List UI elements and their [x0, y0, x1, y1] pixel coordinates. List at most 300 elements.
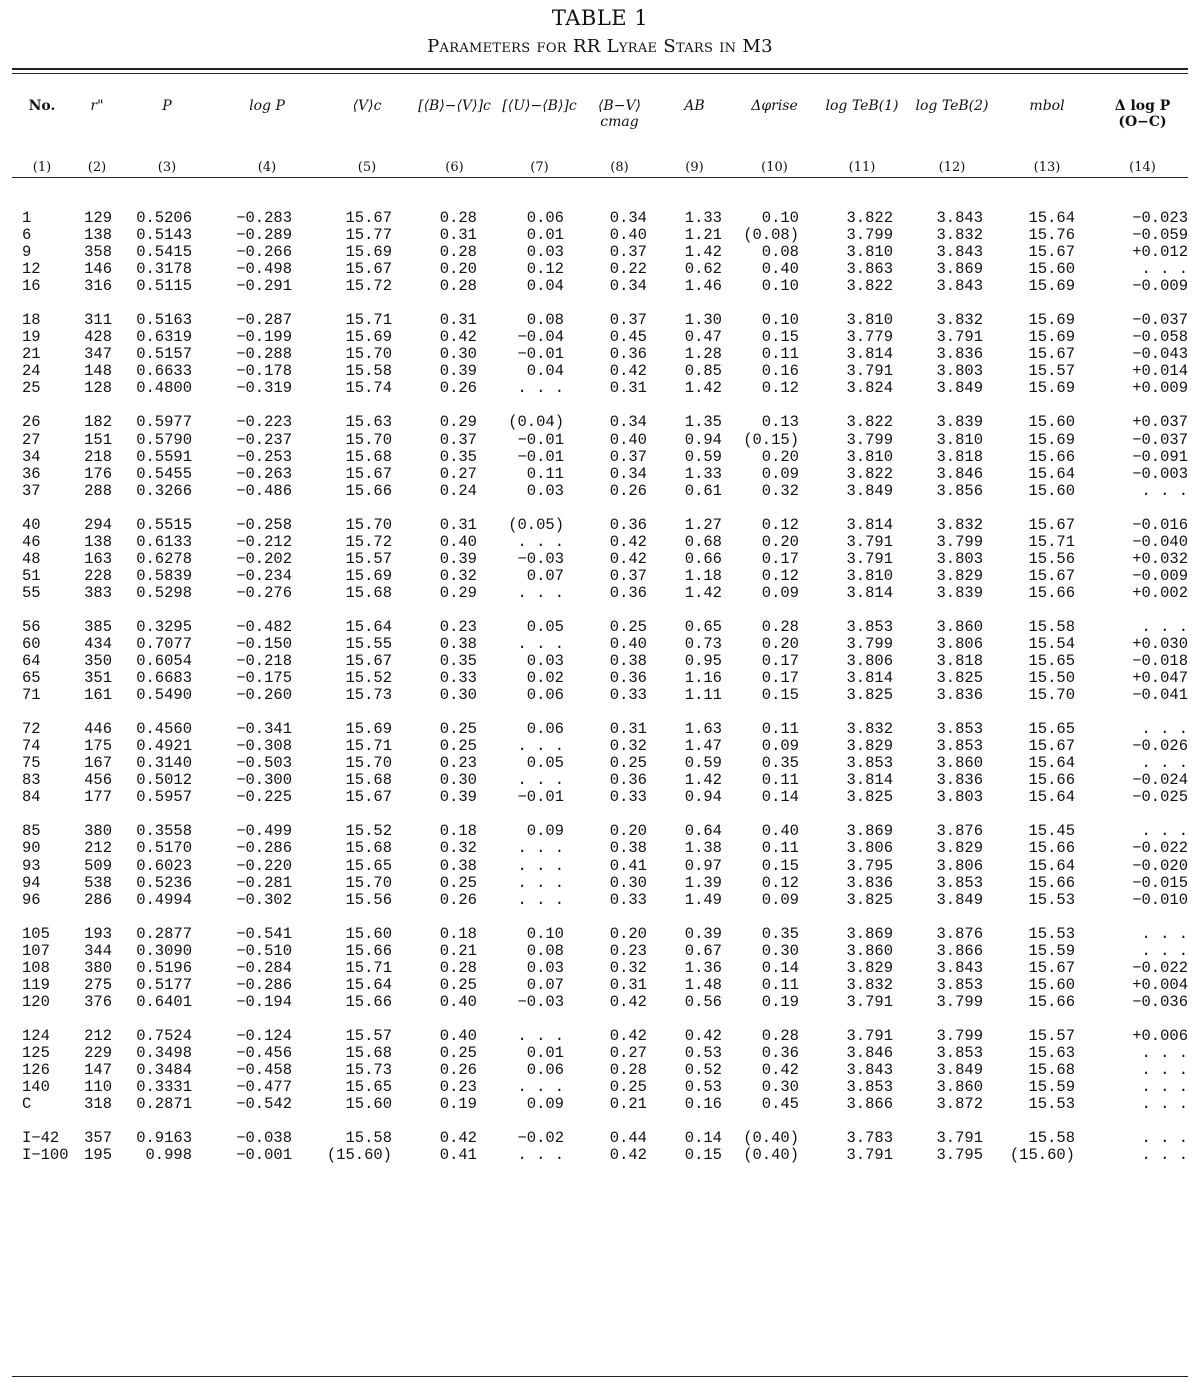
- table-cell: −0.482: [236, 617, 292, 636]
- table-cell: 0.15: [684, 1146, 722, 1165]
- table-cell: 15.57: [1028, 362, 1075, 381]
- table-cell: 15.71: [345, 311, 392, 330]
- table-row: [12, 755, 1188, 772]
- table-cell: −0.058: [1132, 328, 1188, 347]
- table-header: [12, 90, 1188, 184]
- column-header: log TeB(1): [825, 98, 899, 114]
- table-cell: 1.18: [684, 566, 722, 585]
- table-cell: −0.287: [236, 311, 292, 330]
- table-cell: −0.237: [236, 430, 292, 449]
- table-cell: 15.68: [345, 839, 392, 858]
- table-cell: 15.69: [345, 328, 392, 347]
- table-cell: 15.65: [1028, 720, 1075, 739]
- table-cell: 3.832: [936, 515, 983, 534]
- table-cell: 0.40: [609, 226, 647, 245]
- table-cell: 0.37: [439, 430, 477, 449]
- table-cell: 0.34: [609, 413, 647, 432]
- table-cell: 0.4560: [136, 720, 192, 739]
- table-cell: 15.70: [345, 345, 392, 364]
- table-cell: 1.63: [684, 720, 722, 739]
- table-cell: 0.12: [761, 379, 799, 398]
- column-number: (5): [357, 160, 377, 175]
- table-row: [12, 806, 1188, 840]
- table-cell: 3.825: [846, 686, 893, 705]
- table-cell: 15.55: [345, 634, 392, 653]
- table-cell: 0.33: [609, 686, 647, 705]
- table-cell: 3.818: [936, 652, 983, 671]
- table-cell: . . .: [517, 839, 564, 858]
- table-cell: 15.68: [345, 447, 392, 466]
- table-cell: 0.38: [609, 839, 647, 858]
- table-cell: 0.20: [609, 822, 647, 841]
- table-cell: 0.18: [439, 924, 477, 943]
- table-cell: 3.799: [936, 1026, 983, 1045]
- table-cell: 0.03: [526, 243, 564, 262]
- table-cell: 15.60: [1028, 413, 1075, 432]
- column-number: (14): [1129, 160, 1156, 175]
- table-cell: 3.836: [936, 345, 983, 364]
- table-cell: 107: [22, 941, 50, 960]
- table-row: [12, 670, 1188, 687]
- table-cell: 75: [22, 754, 41, 773]
- table-cell: 64: [22, 652, 41, 671]
- table-cell: 316: [84, 277, 112, 296]
- column-header: Δφrise: [751, 98, 798, 114]
- table-cell: 0.36: [609, 345, 647, 364]
- table-cell: 3.803: [936, 788, 983, 807]
- table-cell: 0.10: [761, 277, 799, 296]
- table-cell: +0.037: [1132, 413, 1188, 432]
- table-row: [12, 483, 1188, 500]
- table-cell: 3.853: [846, 754, 893, 773]
- table-cell: 1.42: [684, 771, 722, 790]
- table-row: [12, 909, 1188, 943]
- column-header: No.: [28, 98, 56, 114]
- table-cell: 0.5143: [136, 226, 192, 245]
- table-cell: 3.806: [846, 839, 893, 858]
- table-cell: 0.73: [684, 634, 722, 653]
- table-cell: 509: [84, 856, 112, 875]
- table-cell: 0.17: [761, 669, 799, 688]
- table-cell: 3.839: [936, 413, 983, 432]
- column-number: (3): [157, 160, 177, 175]
- table-cell: 0.34: [609, 464, 647, 483]
- table-cell: 0.08: [761, 243, 799, 262]
- table-cell: −0.016: [1132, 515, 1188, 534]
- table-cell: 275: [84, 975, 112, 994]
- column-header: P: [162, 98, 172, 114]
- table-cell: 0.04: [526, 362, 564, 381]
- table-cell: . . .: [517, 532, 564, 551]
- table-cell: 3.806: [936, 856, 983, 875]
- table-cell: 0.35: [761, 754, 799, 773]
- table-cell: −0.266: [236, 243, 292, 262]
- table-cell: 93: [22, 856, 41, 875]
- table-cell: 46: [22, 532, 41, 551]
- table-cell: 0.19: [761, 992, 799, 1011]
- table-cell: 96: [22, 890, 41, 909]
- table-cell: 0.26: [439, 379, 477, 398]
- table-cell: −0.01: [517, 345, 564, 364]
- table-cell: 15.77: [345, 226, 392, 245]
- table-cell: 3.779: [846, 328, 893, 347]
- table-row: [12, 568, 1188, 585]
- table-cell: −0.03: [517, 549, 564, 568]
- table-cell: . . .: [517, 1026, 564, 1045]
- table-cell: 3.853: [936, 737, 983, 756]
- table-cell: −0.218: [236, 652, 292, 671]
- table-cell: 3.843: [936, 277, 983, 296]
- table-cell: . . .: [1141, 1078, 1188, 1097]
- table-cell: 9: [22, 243, 32, 262]
- table-cell: 0.28: [609, 1060, 647, 1079]
- table-cell: 1.28: [684, 345, 722, 364]
- table-cell: −0.300: [236, 771, 292, 790]
- table-cell: 0.6278: [136, 549, 192, 568]
- table-cell: −0.458: [236, 1060, 292, 1079]
- table-cell: −0.319: [236, 379, 292, 398]
- table-cell: 1.42: [684, 583, 722, 602]
- table-cell: 0.32: [609, 737, 647, 756]
- table-cell: 3.843: [936, 958, 983, 977]
- table-cell: −0.212: [236, 532, 292, 551]
- table-cell: 1.47: [684, 737, 722, 756]
- table-cell: . . .: [517, 771, 564, 790]
- table-cell: −0.341: [236, 720, 292, 739]
- table-cell: . . .: [1141, 924, 1188, 943]
- table-cell: 15.66: [1028, 873, 1075, 892]
- table-cell: 0.30: [439, 686, 477, 705]
- table-cell: 3.869: [846, 822, 893, 841]
- table-cell: 15.52: [345, 822, 392, 841]
- table-cell: 1.48: [684, 975, 722, 994]
- table-cell: 15.58: [1028, 1129, 1075, 1148]
- data-table: [12, 210, 1188, 1164]
- table-cell: 15.71: [1028, 532, 1075, 551]
- table-cell: 0.3558: [136, 822, 192, 841]
- table-cell: 212: [84, 1026, 112, 1045]
- table-cell: 15.70: [345, 515, 392, 534]
- table-cell: 0.33: [609, 890, 647, 909]
- table-cell: 0.02: [526, 669, 564, 688]
- table-cell: 3.822: [846, 413, 893, 432]
- table-cell: 0.05: [526, 754, 564, 773]
- table-cell: 0.33: [609, 788, 647, 807]
- table-cell: 0.45: [609, 328, 647, 347]
- table-cell: 0.37: [609, 566, 647, 585]
- table-cell: 15.57: [345, 549, 392, 568]
- column-header: ⟨B−V⟩cmag: [597, 98, 642, 130]
- table-cell: 0.5170: [136, 839, 192, 858]
- table-row: [12, 1113, 1188, 1147]
- table-cell: 15.67: [1028, 737, 1075, 756]
- table-cell: 15.63: [1028, 1043, 1075, 1062]
- table-cell: 3.814: [846, 345, 893, 364]
- table-cell: . . .: [1141, 617, 1188, 636]
- table-cell: 0.15: [761, 328, 799, 347]
- table-cell: 15.68: [1028, 1060, 1075, 1079]
- table-cell: 0.47: [684, 328, 722, 347]
- table-cell: 0.28: [439, 209, 477, 227]
- table-cell: . . .: [1141, 1146, 1188, 1165]
- table-cell: 0.3498: [136, 1043, 192, 1062]
- table-cell: −0.020: [1132, 856, 1188, 875]
- table-cell: −0.220: [236, 856, 292, 875]
- table-cell: −0.025: [1132, 788, 1188, 807]
- table-cell: 3.839: [936, 583, 983, 602]
- table-cell: 0.42: [609, 549, 647, 568]
- table-cell: 3.791: [936, 1129, 983, 1148]
- table-cell: 0.5163: [136, 311, 192, 330]
- table-title: TABLE 1: [551, 6, 649, 30]
- table-cell: 0.03: [526, 481, 564, 500]
- table-cell: . . .: [1141, 1095, 1188, 1114]
- table-cell: 3.810: [846, 447, 893, 466]
- column-header: [⟨U⟩−⟨B⟩]c: [502, 98, 577, 114]
- table-cell: 3.866: [936, 941, 983, 960]
- table-cell: 15.67: [345, 652, 392, 671]
- table-cell: 15.71: [345, 737, 392, 756]
- table-cell: 0.3140: [136, 754, 192, 773]
- table-cell: 3.853: [936, 873, 983, 892]
- table-cell: −0.308: [236, 737, 292, 756]
- column-header: Δ log P (O−C): [1114, 98, 1171, 130]
- table-cell: 3.876: [936, 924, 983, 943]
- table-cell: 0.42: [684, 1026, 722, 1045]
- table-cell: −0.175: [236, 669, 292, 688]
- table-cell: 1.39: [684, 873, 722, 892]
- table-row: [12, 772, 1188, 789]
- table-cell: −0.199: [236, 328, 292, 347]
- table-cell: −0.258: [236, 515, 292, 534]
- table-cell: 0.4800: [136, 379, 192, 398]
- column-header: mbol: [1029, 98, 1065, 114]
- table-cell: 0.08: [526, 311, 564, 330]
- column-number: (8): [610, 160, 629, 175]
- table-cell: 0.59: [684, 754, 722, 773]
- table-cell: 0.21: [609, 1095, 647, 1114]
- table-cell: 318: [84, 1095, 112, 1114]
- table-cell: 3.814: [846, 669, 893, 688]
- table-cell: 1.33: [684, 209, 722, 227]
- table-cell: 0.40: [439, 1026, 477, 1045]
- table-cell: 0.5490: [136, 686, 192, 705]
- table-cell: 51: [22, 566, 41, 585]
- table-cell: 0.28: [761, 1026, 799, 1045]
- table-cell: 25: [22, 379, 41, 398]
- table-cell: −0.037: [1132, 311, 1188, 330]
- table-cell: 0.11: [761, 975, 799, 994]
- table-cell: 0.30: [761, 941, 799, 960]
- column-number: (7): [530, 160, 549, 175]
- table-row: [12, 738, 1188, 755]
- table-cell: 0.4921: [136, 737, 192, 756]
- table-cell: . . .: [517, 583, 564, 602]
- table-cell: 0.66: [684, 549, 722, 568]
- table-row: [12, 278, 1188, 295]
- table-cell: 347: [84, 345, 112, 364]
- table-cell: 15.69: [1028, 328, 1075, 347]
- table-cell: 19: [22, 328, 41, 347]
- table-cell: −0.291: [236, 277, 292, 296]
- table-cell: 0.37: [609, 447, 647, 466]
- table-cell: 0.53: [684, 1043, 722, 1062]
- table-cell: 182: [84, 413, 112, 432]
- table-cell: 0.19: [439, 1095, 477, 1114]
- table-cell: −0.288: [236, 345, 292, 364]
- table-row: [12, 653, 1188, 670]
- table-cell: 1: [22, 209, 32, 227]
- table-cell: 288: [84, 481, 112, 500]
- table-cell: 3.853: [846, 617, 893, 636]
- table-cell: 0.31: [439, 226, 477, 245]
- table-cell: −0.178: [236, 362, 292, 381]
- table-cell: 3.791: [846, 532, 893, 551]
- table-cell: 538: [84, 873, 112, 892]
- table-cell: −0.04: [517, 328, 564, 347]
- table-cell: −0.037: [1132, 430, 1188, 449]
- table-cell: 3.872: [936, 1095, 983, 1114]
- table-cell: 15.53: [1028, 890, 1075, 909]
- table-row: [12, 1045, 1188, 1062]
- table-cell: 0.42: [439, 1129, 477, 1148]
- table-cell: 15.69: [1028, 311, 1075, 330]
- table-cell: 15.52: [345, 669, 392, 688]
- table-cell: 3.791: [846, 992, 893, 1011]
- table-cell: 3.853: [936, 975, 983, 994]
- table-cell: 3.832: [846, 720, 893, 739]
- table-cell: −0.223: [236, 413, 292, 432]
- table-cell: . . .: [517, 1078, 564, 1097]
- table-cell: 0.61: [684, 481, 722, 500]
- table-row: [12, 551, 1188, 568]
- table-cell: 15.69: [345, 566, 392, 585]
- table-cell: 105: [22, 924, 50, 943]
- table-cell: 0.40: [439, 532, 477, 551]
- table-row: [12, 977, 1188, 994]
- table-cell: 0.42: [609, 532, 647, 551]
- table-cell: −0.542: [236, 1095, 292, 1114]
- table-cell: −0.541: [236, 924, 292, 943]
- table-cell: −0.234: [236, 566, 292, 585]
- table-cell: 15.59: [1028, 1078, 1075, 1097]
- table-cell: 16: [22, 277, 41, 296]
- table-cell: 0.12: [761, 515, 799, 534]
- table-row: [12, 585, 1188, 602]
- table-cell: 15.58: [1028, 617, 1075, 636]
- table-cell: 0.5157: [136, 345, 192, 364]
- table-cell: 15.56: [1028, 549, 1075, 568]
- table-cell: 0.40: [439, 992, 477, 1011]
- table-cell: −0.043: [1132, 345, 1188, 364]
- table-cell: 15.56: [345, 890, 392, 909]
- table-cell: 0.05: [526, 617, 564, 636]
- table-cell: 0.36: [609, 515, 647, 534]
- table-cell: 0.35: [761, 924, 799, 943]
- table-cell: −0.023: [1132, 209, 1188, 227]
- table-cell: 0.25: [439, 975, 477, 994]
- table-cell: 6: [22, 226, 32, 245]
- table-cell: 85: [22, 822, 41, 841]
- table-cell: 3.860: [846, 941, 893, 960]
- table-cell: 1.36: [684, 958, 722, 977]
- table-cell: 0.25: [609, 754, 647, 773]
- table-cell: 3.814: [846, 771, 893, 790]
- table-cell: I−100: [22, 1146, 69, 1165]
- table-cell: 0.53: [684, 1078, 722, 1097]
- table-cell: 1.21: [684, 226, 722, 245]
- table-row: [12, 534, 1188, 551]
- table-cell: 0.01: [526, 226, 564, 245]
- table-cell: 3.791: [846, 1146, 893, 1165]
- table-cell: −0.283: [236, 209, 292, 227]
- table-cell: 0.9163: [136, 1129, 192, 1148]
- table-row: [12, 994, 1188, 1011]
- table-cell: +0.012: [1132, 243, 1188, 262]
- table-cell: 0.5177: [136, 975, 192, 994]
- table-cell: 15.67: [1028, 515, 1075, 534]
- table-cell: −0.040: [1132, 532, 1188, 551]
- table-cell: 0.7077: [136, 634, 192, 653]
- table-cell: 0.08: [526, 941, 564, 960]
- table-cell: 71: [22, 686, 41, 705]
- table-cell: 0.42: [609, 992, 647, 1011]
- table-cell: 0.20: [439, 260, 477, 279]
- table-cell: 15.66: [1028, 992, 1075, 1011]
- table-cell: 48: [22, 549, 41, 568]
- table-cell: 74: [22, 737, 41, 756]
- table-cell: 15.53: [1028, 924, 1075, 943]
- table-cell: 138: [84, 226, 112, 245]
- table-cell: 3.818: [936, 447, 983, 466]
- table-row: [12, 636, 1188, 653]
- table-cell: −0.225: [236, 788, 292, 807]
- table-cell: 3.846: [846, 1043, 893, 1062]
- table-cell: 0.11: [761, 345, 799, 364]
- table-cell: 40: [22, 515, 41, 534]
- table-cell: 3.799: [846, 430, 893, 449]
- table-cell: −0.260: [236, 686, 292, 705]
- table-cell: 3.799: [846, 634, 893, 653]
- table-cell: 3.822: [846, 209, 893, 227]
- table-cell: 140: [22, 1078, 50, 1097]
- table-cell: 177: [84, 788, 112, 807]
- table-cell: (0.05): [508, 515, 564, 534]
- table-cell: 0.5415: [136, 243, 192, 262]
- table-cell: 1.35: [684, 413, 722, 432]
- table-cell: 3.860: [936, 1078, 983, 1097]
- table-cell: −0.018: [1132, 652, 1188, 671]
- table-cell: 376: [84, 992, 112, 1011]
- table-row: [12, 858, 1188, 875]
- table-cell: 0.42: [761, 1060, 799, 1079]
- table-cell: 0.3331: [136, 1078, 192, 1097]
- table-row: [12, 1079, 1188, 1096]
- table-cell: +0.014: [1132, 362, 1188, 381]
- table-cell: 15.66: [345, 941, 392, 960]
- table-cell: 0.7524: [136, 1026, 192, 1045]
- header-rule: [12, 177, 1188, 178]
- table-cell: −0.041: [1132, 686, 1188, 705]
- table-cell: 15.70: [1028, 686, 1075, 705]
- table-cell: 0.17: [761, 549, 799, 568]
- table-cell: −0.263: [236, 464, 292, 483]
- table-cell: 0.6054: [136, 652, 192, 671]
- table-cell: 15.64: [345, 617, 392, 636]
- table-cell: 3.791: [846, 362, 893, 381]
- table-cell: 0.5977: [136, 413, 192, 432]
- table-cell: −0.498: [236, 260, 292, 279]
